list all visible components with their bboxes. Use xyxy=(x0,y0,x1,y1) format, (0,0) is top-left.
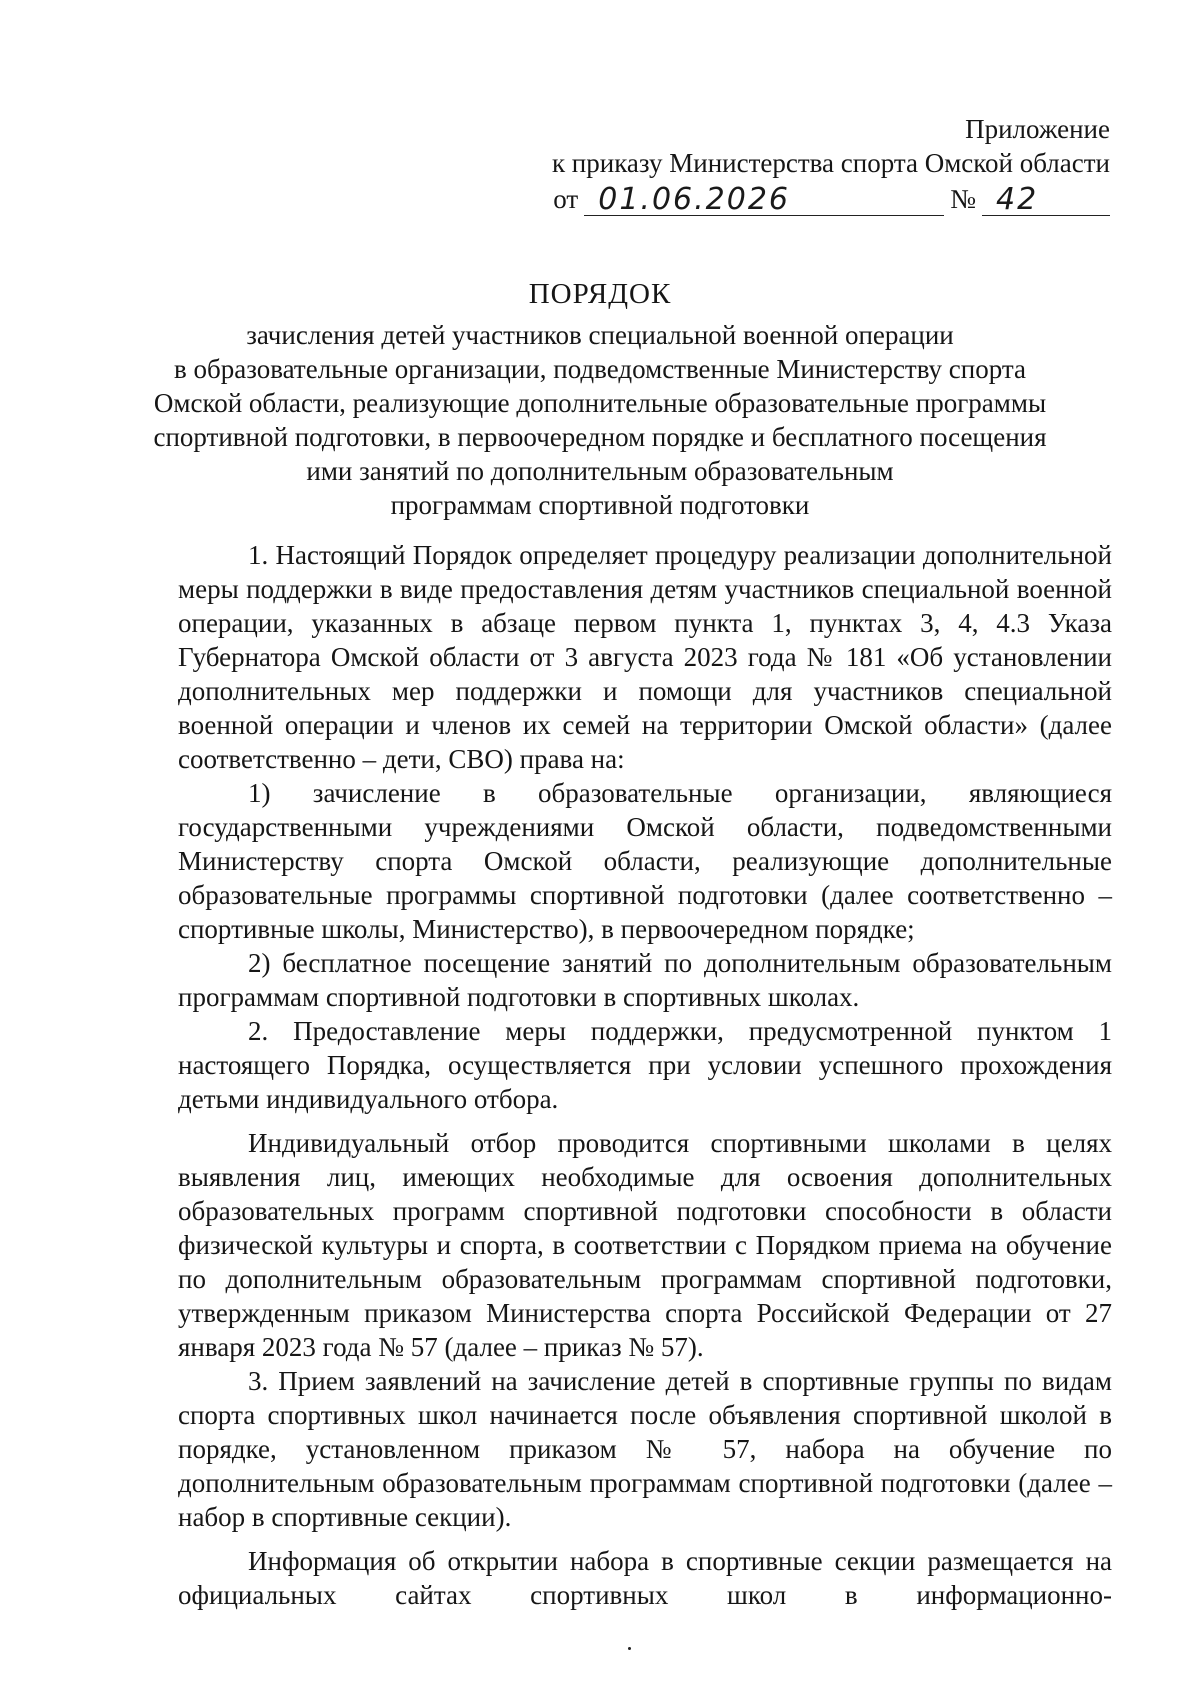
paragraph-selection: Индивидуальный отбор проводится спортивными школами в целях выявления лиц, имеющих необходимые для освоения дополнительных образовательных программ спортивной подготовки способности в области физической культуры и спорта, в соответствии с Порядком приема на обучение по дополнительным образовательным программам спортивной подготовки, утвержденным приказом Министерства спорта Российской Федерации от 27 января 2023 года № 57 (далее – приказ № 57). xyxy=(178,1128,1112,1362)
subtitle-line: в образовательные организации, подведомственные Министерству спорта xyxy=(174,354,1026,384)
paragraph-item-2: 2) бесплатное посещение занятий по дополнительным образовательным программам спортивной подготовки в спортивных школах. xyxy=(178,948,1112,1012)
document-title: ПОРЯДОК xyxy=(528,278,672,310)
paragraph-item-1: 1) зачисление в образовательные организации, являющиеся государственными учреждениями Омской области, подведомственными Министерству спорта Омской области, реализующие дополнительные образовательные программы спортивной подготовки (далее соответственно – спортивные школы, Министерство), в первоочередном порядке; xyxy=(178,778,1112,944)
subtitle-line: Омской области, реализующие дополнительные образовательные программы xyxy=(153,388,1047,418)
appendix-header xyxy=(470,112,1110,216)
title-block xyxy=(150,276,1050,522)
date-blank xyxy=(584,183,944,216)
appendix-order-ref: к приказу Министерства спорта Омской области xyxy=(551,148,1110,178)
number-label: № xyxy=(950,184,976,214)
paragraph-1: 1. Настоящий Порядок определяет процедуру реализации дополнительной меры поддержки в виде предоставления детям участников специальной военной операции, указанных в абзаце первом пункта 1, пунктах 3, 4, 4.3 Указа Губернатора Омской области от 3 августа 2023 года № 181 «Об установлении дополнительных мер поддержки и помощи для участников специальной военной операции и членов их семей на территории Омской области» (далее соответственно – дети, СВО) права на: xyxy=(178,540,1112,774)
handwritten-number: 42 xyxy=(996,182,1039,217)
scan-dot xyxy=(628,1647,631,1650)
number-blank xyxy=(982,183,1110,216)
document-body xyxy=(178,538,1112,1612)
paragraph-2: 2. Предоставление меры поддержки, предусмотренной пунктом 1 настоящего Порядка, осуществляется при условии успешного прохождения детьми индивидуального отбора. xyxy=(178,1016,1112,1114)
order-date-number-line xyxy=(470,182,1110,216)
appendix-title: Приложение xyxy=(965,114,1110,144)
subtitle-line: зачисления детей участников специальной военной операции xyxy=(246,320,954,350)
document-subtitle xyxy=(150,318,1050,522)
handwritten-date: 01.06.2026 xyxy=(598,182,791,217)
from-label: от xyxy=(553,184,579,214)
paragraph-3: 3. Прием заявлений на зачисление детей в спортивные группы по видам спорта спортивных школ начинается после объявления спортивной школой в порядке, установленном приказом № 57, набора на обучение по дополнительным образовательным программам спортивной подготовки (далее – набор в спортивные секции). xyxy=(178,1366,1112,1532)
scan-artifacts xyxy=(0,1657,1200,1697)
subtitle-line: спортивной подготовки, в первоочередном порядке и бесплатного посещения xyxy=(153,422,1047,452)
subtitle-line: ими занятий по дополнительным образовательным xyxy=(306,456,894,486)
subtitle-line: программам спортивной подготовки xyxy=(390,490,810,520)
paragraph-info: Информация об открытии набора в спортивные секции размещается на официальных сайтах спортивных школ в информационно- xyxy=(178,1546,1112,1610)
